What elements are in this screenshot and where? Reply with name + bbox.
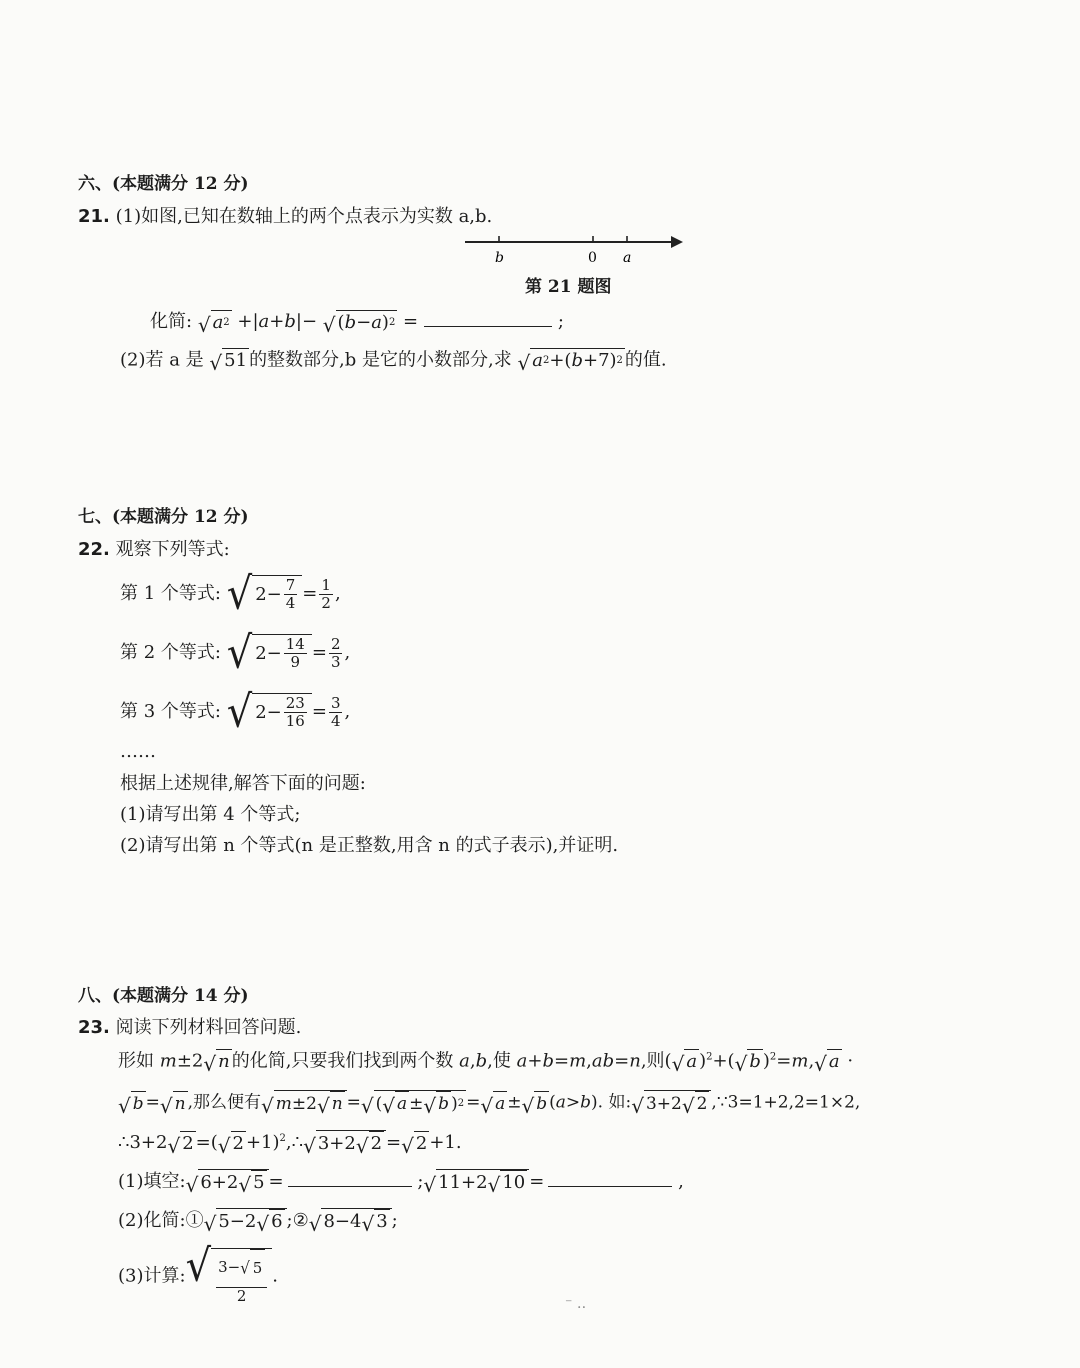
- section-7-title: 七、(本题满分 12 分): [78, 507, 249, 527]
- q23-part3: (3)计算: √ 3− √ 5 2 .: [118, 1240, 279, 1305]
- number-line-arrow: [671, 236, 683, 248]
- simplify-label-23: (2)化简:: [118, 1210, 186, 1231]
- eq-label-1: 第 1 个等式:: [120, 583, 221, 604]
- q23-material-line3: ∴3+2 √ 2 =( √ 2 +1)$^2$,∴ √ 3+2 √ 2 = √ 2 +1.: [118, 1132, 462, 1158]
- sqrt-51: 51: [224, 350, 248, 371]
- number-line-figure: [465, 232, 685, 272]
- scan-mark: ⁻ ‥: [565, 1296, 587, 1312]
- q21-simplify: 化简: √ a 2 +|a+b|− √ ( b − a ) 2 = ;: [150, 308, 564, 335]
- q23-intro: [78, 1016, 301, 1040]
- q23-part2: (2)化简:① √ 5−2 √ 6 ;② √ 8−4 √ 3 ;: [118, 1210, 398, 1236]
- simplify-label: 化简:: [150, 311, 193, 332]
- q21-p2-prefix: (2)若 a 是: [120, 349, 204, 371]
- q23-material-line1: 形如 m±2 √ n 的化简,只要我们找到两个数 a,b,使 a+b=m,ab=n,则( √ a )$^2$+( √ b )$^2$=m, √ a ·: [118, 1050, 854, 1076]
- label-zero: 0: [588, 250, 597, 266]
- equation-1: 第 1 个等式: √ 2− $\frac{7}{4}$ = $\frac{1}{2}$ ,: [120, 568, 341, 620]
- q21-part1-text: (1)如图,已知在数轴上的两个点表示为实数 a,b.: [115, 206, 493, 227]
- figure-caption: 第 21 题图: [525, 277, 612, 297]
- q21-part1: [78, 205, 492, 229]
- eq-label-2: 第 2 个等式:: [120, 642, 221, 663]
- q22-rule: 根据上述规律,解答下面的问题:: [120, 773, 366, 794]
- answer-blank-23b[interactable]: [548, 1168, 672, 1187]
- q21-part2: (2)若 a 是 √ 51 的整数部分,b 是它的小数部分,求 √ a 2 +( b +7) 2 的值.: [120, 349, 667, 375]
- q23-part1: (1)填空: √ 6+2 √ 5 = ; √ 11+2 √ 10 = ,: [118, 1168, 684, 1195]
- q21-p2-end: 的值.: [624, 349, 667, 371]
- q23-intro-text: 阅读下列材料回答问题.: [115, 1017, 302, 1038]
- eq-label-3: 第 3 个等式:: [120, 701, 221, 722]
- q22-part1: (1)请写出第 4 个等式;: [120, 804, 301, 825]
- q21-number: 21.: [78, 206, 110, 227]
- q22-intro: [78, 538, 230, 562]
- q21-p2-mid: 的整数部分,b 是它的小数部分,求: [249, 349, 512, 371]
- compute-label: (3)计算:: [118, 1265, 186, 1287]
- fill-label: (1)填空:: [118, 1171, 186, 1192]
- label-a: a: [623, 250, 632, 266]
- q22-part2: (2)请写出第 n 个等式(n 是正整数,用含 n 的式子表示),并证明.: [120, 835, 619, 856]
- q23-material-line2: √ b = √ n ,那么便有 √ m ±2 √ n = √ ( √ a ± √ b ) 2 = √ a ± √ b (a>b). 如: √ 3+2 √ 2 ,∵3=1+2,2=1×2,: [118, 1090, 860, 1116]
- answer-blank-21[interactable]: [424, 308, 552, 327]
- q22-number: 22.: [78, 539, 110, 560]
- equation-2: 第 2 个等式: √ 2− $\frac{14}{9}$ = $\frac{2}{3}$ ,: [120, 627, 351, 679]
- section-6-title: 六、(本题满分 12 分): [78, 174, 249, 194]
- section-8-title: 八、(本题满分 14 分): [78, 986, 249, 1006]
- q22-intro-text: 观察下列等式:: [115, 539, 230, 560]
- label-b: b: [495, 250, 504, 266]
- q23-number: 23.: [78, 1017, 110, 1038]
- answer-blank-23a[interactable]: [288, 1168, 412, 1187]
- equation-3: 第 3 个等式: √ 2− $\frac{23}{16}$ = $\frac{3}{4}$ ,: [120, 686, 351, 738]
- ellipsis: ……: [120, 741, 156, 762]
